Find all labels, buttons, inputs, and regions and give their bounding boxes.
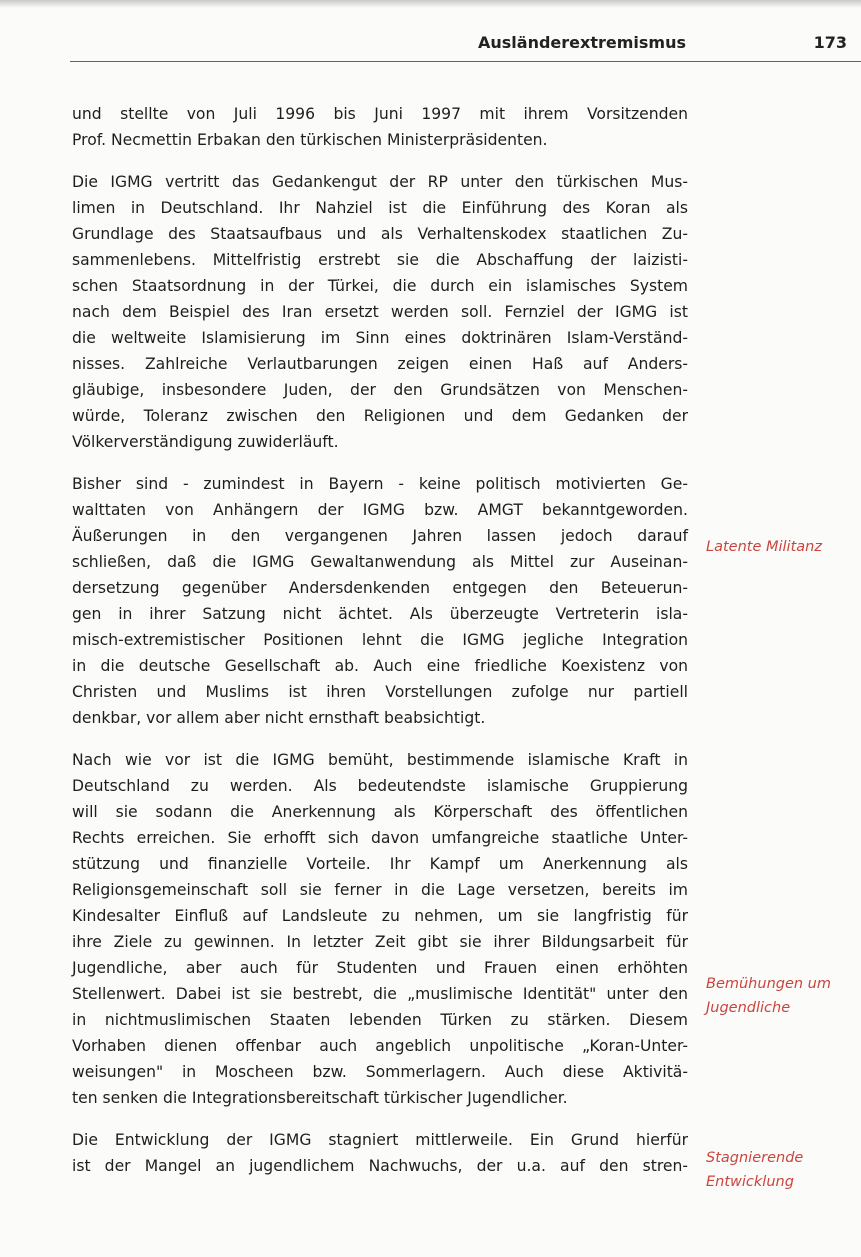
text-line: Deutschland zu werden. Als bedeutendste islamische Gruppierung [72,777,688,795]
paragraph-5 [72,1127,688,1179]
paragraph-2 [72,169,688,455]
text-line: gläubige, insbesondere Juden, der den Grundsätzen von Menschen- [72,381,688,399]
text-line: schen Staatsordnung in der Türkei, die durch ein islamisches System [72,277,688,295]
text-line: Jugendliche, aber auch für Studenten und Frauen einen erhöhten [72,959,688,977]
text-line: Kindesalter Einfluß auf Landsleute zu nehmen, um sie langfristig für [72,907,688,925]
text-line: limen in Deutschland. Ihr Nahziel ist die Einführung des Koran als [72,199,688,217]
text-line: Äußerungen in den vergangenen Jahren lassen jedoch darauf [72,527,688,545]
text-line: ihre Ziele zu gewinnen. In letzter Zeit gibt sie ihrer Bildungsarbeit für [72,933,688,951]
margin-note-jugendliche [706,972,856,1020]
text-line: und stellte von Juli 1996 bis Juni 1997 mit ihrem Vorsitzenden [72,105,688,123]
margin-note-line: Bemühungen um [706,976,831,992]
text-line: Stellenwert. Dabei ist sie bestrebt, die „muslimische Identität" unter den [72,985,688,1003]
paragraph-3 [72,471,688,731]
text-line: ten senken die Integrationsbereitschaft türkischer Jugendlicher. [72,1089,568,1107]
text-line: Prof. Necmettin Erbakan den türkischen Ministerpräsidenten. [72,131,548,149]
margin-note-line: Latente Militanz [706,539,822,555]
text-line: weisungen" in Moscheen bzw. Sommerlagern. Auch diese Aktivitä- [72,1063,688,1081]
text-line: schließen, daß die IGMG Gewaltanwendung als Mittel zur Auseinan- [72,553,688,571]
text-line: in die deutsche Gesellschaft ab. Auch eine friedliche Koexistenz von [72,657,688,675]
text-line: denkbar, vor allem aber nicht ernsthaft beabsichtigt. [72,709,486,727]
body-text [72,101,688,1195]
text-line: in nichtmuslimischen Staaten lebenden Türken zu stärken. Diesem [72,1011,688,1029]
text-line: Bisher sind - zumindest in Bayern - keine politisch motivierten Ge- [72,475,688,493]
text-line: walttaten von Anhängern der IGMG bzw. AMGT bekanntgeworden. [72,501,688,519]
text-line: Grundlage des Staatsaufbaus und als Verhaltenskodex staatlichen Zu- [72,225,688,243]
margin-note-line: Jugendliche [706,1000,791,1016]
text-line: Die IGMG vertritt das Gedankengut der RP unter den türkischen Mus- [72,173,688,191]
text-line: nach dem Beispiel des Iran ersetzt werden soll. Fernziel der IGMG ist [72,303,688,321]
paragraph-1 [72,101,688,153]
margin-note-line: Entwicklung [706,1174,794,1190]
page-number: 173 [813,33,847,52]
text-line: Rechts erreichen. Sie erhofft sich davon umfangreiche staatliche Unter- [72,829,688,847]
text-line: misch-extremistischer Positionen lehnt die IGMG jegliche Integration [72,631,688,649]
text-line: würde, Toleranz zwischen den Religionen und dem Gedanken der [72,407,688,425]
margin-note-latente-militanz [706,535,856,559]
text-line: die weltweite Islamisierung im Sinn eines doktrinären Islam-Verständ- [72,329,688,347]
page-top-shadow [0,0,861,8]
text-line: gen in ihrer Satzung nicht ächtet. Als überzeugte Vertreterin isla- [72,605,688,623]
margin-note-entwicklung [706,1146,856,1194]
text-line: Religionsgemeinschaft soll sie ferner in die Lage versetzen, bereits im [72,881,688,899]
text-line: Völkerverständigung zuwiderläuft. [72,433,339,451]
text-line: Christen und Muslims ist ihren Vorstellungen zufolge nur partiell [72,683,688,701]
running-header-title: Ausländerextremismus [478,33,686,52]
text-line: will sie sodann die Anerkennung als Körperschaft des öffentlichen [72,803,688,821]
paragraph-4 [72,747,688,1111]
margin-note-line: Stagnierende [706,1150,804,1166]
text-line: stützung und finanzielle Vorteile. Ihr Kampf um Anerkennung als [72,855,688,873]
text-line: sammenlebens. Mittelfristig erstrebt sie die Abschaffung der laizisti- [72,251,688,269]
text-line: Vorhaben dienen offenbar auch angeblich unpolitische „Koran-Unter- [72,1037,688,1055]
text-line: nisses. Zahlreiche Verlautbarungen zeigen einen Haß auf Anders- [72,355,688,373]
text-line: Die Entwicklung der IGMG stagniert mittlerweile. Ein Grund hierfür [72,1131,688,1149]
text-line: Nach wie vor ist die IGMG bemüht, bestimmende islamische Kraft in [72,751,688,769]
header-divider [70,61,861,62]
text-line: ist der Mangel an jugendlichem Nachwuchs, der u.a. auf den stren- [72,1157,688,1175]
text-line: dersetzung gegenüber Andersdenkenden entgegen den Beteuerun- [72,579,688,597]
